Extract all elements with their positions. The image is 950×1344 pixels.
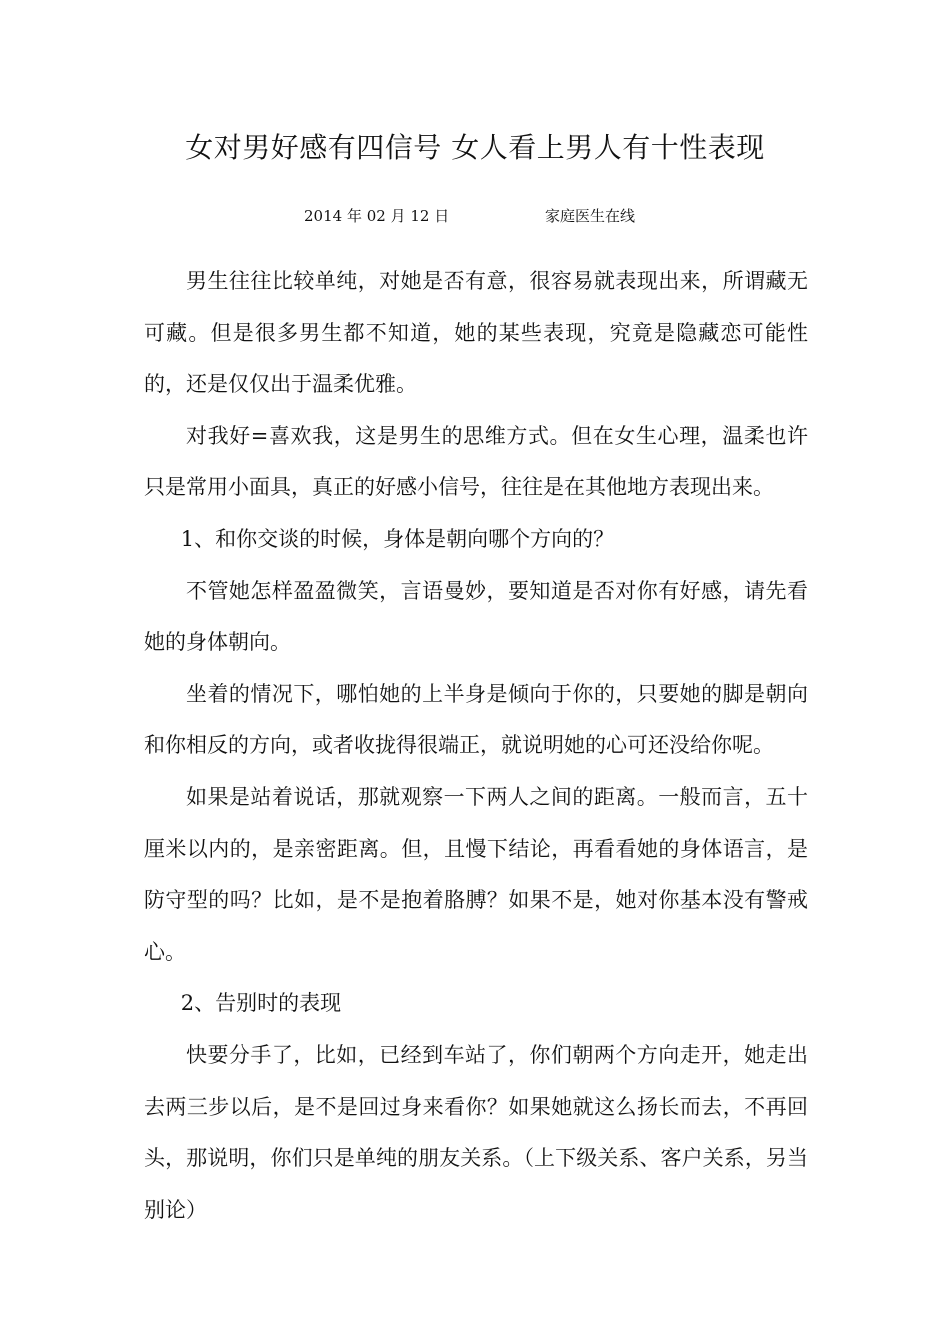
article-title: 女对男好感有四信号 女人看上男人有十性表现 — [185, 131, 765, 164]
publish-date: 2014 年 02 月 12 日 — [304, 207, 450, 225]
paragraph-thinking: 对我好=喜欢我，这是男生的思维方式。但在女生心理，温柔也许只是常用小面具，真正的好感小信号，往往是在其他地方表现出来。 — [144, 423, 808, 500]
paragraph-standing: 如果是站着说话，那就观察一下两人之间的距离。一般而言，五十厘米以内的，是亲密距离。但，且慢下结论，再看看她的身体语言，是防守型的吗？比如，是不是抱着胳膊？如果不是，她对你基本没有警戒心。 — [144, 784, 808, 964]
section-heading-1: 1、和你交谈的时候，身体是朝向哪个方向的？ — [180, 526, 615, 551]
paragraph-intro: 男生往往比较单纯，对她是否有意，很容易就表现出来，所谓藏无可藏。但是很多男生都不知道，她的某些表现，究竟是隐藏恋可能性的，还是仅仅出于温柔优雅。 — [144, 269, 808, 397]
paragraph-body-orientation: 不管她怎样盈盈微笑，言语曼妙，要知道是否对你有好感，请先看她的身体朝向。 — [144, 578, 808, 655]
article-meta — [0, 204, 950, 228]
section-heading-2: 2、告别时的表现 — [180, 991, 342, 1016]
paragraph-farewell: 快要分手了，比如，已经到车站了，你们朝两个方向走开，她走出去两三步以后，是不是回过身来看你？如果她就这么扬长而去，不再回头，那说明，你们只是单纯的朋友关系。（上下级关系、客户关系，另当别论） — [144, 1042, 808, 1222]
article-source: 家庭医生在线 — [545, 207, 636, 225]
paragraph-sitting: 坐着的情况下，哪怕她的上半身是倾向于你的，只要她的脚是朝向和你相反的方向，或者收拢得很端正，就说明她的心可还没给你呢。 — [144, 681, 808, 758]
article-body — [144, 256, 808, 1236]
